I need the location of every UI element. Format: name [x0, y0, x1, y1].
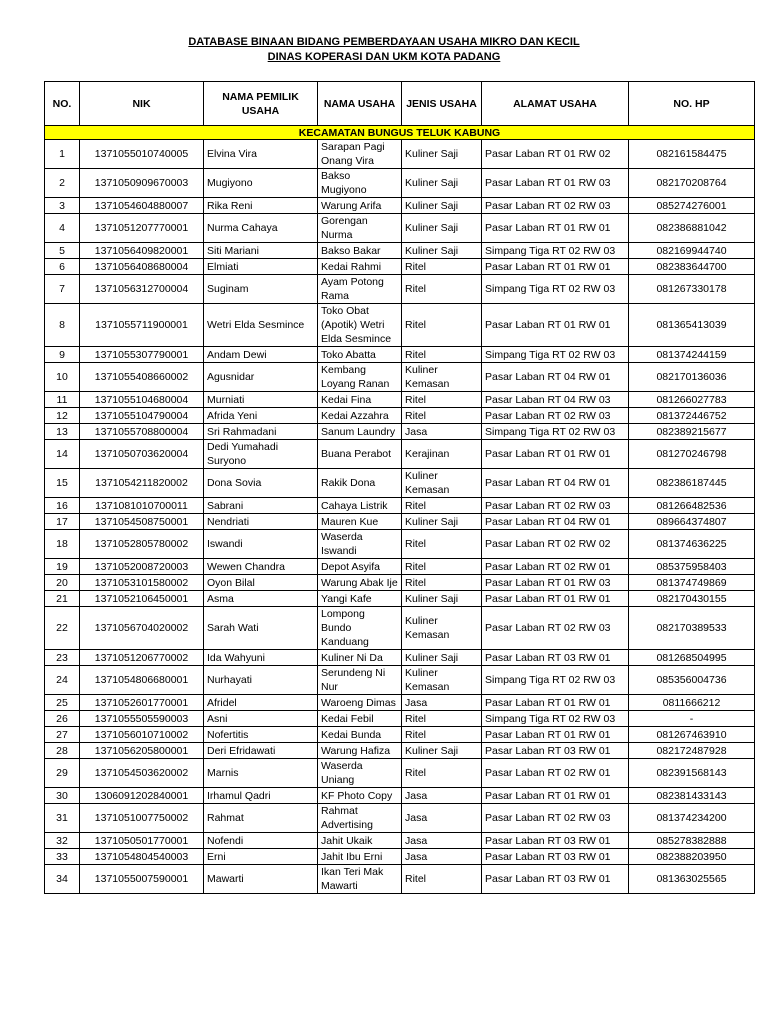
col-header-no: NO.	[45, 82, 80, 126]
cell-nik: 1371051206770002	[80, 650, 204, 666]
cell-business-name: Gorengan Nurma	[318, 214, 402, 243]
cell-business-type: Kuliner Kemasan	[402, 363, 482, 392]
cell-owner: Mugiyono	[204, 169, 318, 198]
table-row	[45, 424, 755, 440]
table-row	[45, 650, 755, 666]
cell-no: 27	[45, 727, 80, 743]
table-row	[45, 695, 755, 711]
cell-no: 34	[45, 865, 80, 894]
cell-no: 2	[45, 169, 80, 198]
cell-business-type: Ritel	[402, 727, 482, 743]
table-row	[45, 666, 755, 695]
cell-business-type: Kuliner Kemasan	[402, 666, 482, 695]
cell-business-name: Kedai Febil	[318, 711, 402, 727]
cell-address: Pasar Laban RT 03 RW 01	[482, 650, 629, 666]
cell-phone: 081374636225	[629, 530, 755, 559]
cell-owner: Murniati	[204, 392, 318, 408]
cell-phone: 082386881042	[629, 214, 755, 243]
cell-address: Pasar Laban RT 02 RW 02	[482, 530, 629, 559]
cell-address: Pasar Laban RT 04 RW 01	[482, 514, 629, 530]
cell-address: Pasar Laban RT 03 RW 01	[482, 849, 629, 865]
cell-owner: Wetri Elda Sesmince	[204, 304, 318, 347]
table-row	[45, 607, 755, 650]
cell-business-type: Jasa	[402, 788, 482, 804]
cell-nik: 1371055307790001	[80, 347, 204, 363]
cell-address: Pasar Laban RT 01 RW 01	[482, 304, 629, 347]
cell-nik: 1371054211820002	[80, 469, 204, 498]
cell-phone: 081374749869	[629, 575, 755, 591]
table-row	[45, 865, 755, 894]
cell-nik: 1371054806680001	[80, 666, 204, 695]
cell-phone: 082161584475	[629, 140, 755, 169]
cell-nik: 1371050909670003	[80, 169, 204, 198]
cell-nik: 1371056704020002	[80, 607, 204, 650]
cell-phone: 081365413039	[629, 304, 755, 347]
cell-business-name: Kedai Bunda	[318, 727, 402, 743]
cell-address: Pasar Laban RT 02 RW 03	[482, 607, 629, 650]
table-row	[45, 275, 755, 304]
cell-address: Pasar Laban RT 02 RW 01	[482, 759, 629, 788]
table-row	[45, 243, 755, 259]
table-row	[45, 363, 755, 392]
table-row	[45, 169, 755, 198]
header-row	[45, 82, 755, 126]
table-row	[45, 591, 755, 607]
cell-address: Pasar Laban RT 03 RW 01	[482, 743, 629, 759]
cell-nik: 1371055104790004	[80, 408, 204, 424]
cell-address: Pasar Laban RT 01 RW 01	[482, 727, 629, 743]
table-row	[45, 788, 755, 804]
table-row	[45, 198, 755, 214]
cell-nik: 1371052008720003	[80, 559, 204, 575]
cell-owner: Nurhayati	[204, 666, 318, 695]
cell-business-type: Kerajinan	[402, 440, 482, 469]
cell-business-name: Ikan Teri Mak Mawarti	[318, 865, 402, 894]
cell-business-name: Yangi Kafe	[318, 591, 402, 607]
cell-no: 15	[45, 469, 80, 498]
cell-phone: 082388203950	[629, 849, 755, 865]
cell-business-name: Kedai Rahmi	[318, 259, 402, 275]
table-row	[45, 140, 755, 169]
cell-business-type: Ritel	[402, 304, 482, 347]
table-row	[45, 727, 755, 743]
cell-business-name: Rahmat Advertising	[318, 804, 402, 833]
cell-phone: 081374234200	[629, 804, 755, 833]
table-row	[45, 514, 755, 530]
cell-business-type: Ritel	[402, 530, 482, 559]
cell-business-name: Buana Perabot	[318, 440, 402, 469]
cell-nik: 1371054804540003	[80, 849, 204, 865]
cell-address: Pasar Laban RT 01 RW 02	[482, 140, 629, 169]
table-row	[45, 392, 755, 408]
cell-business-name: Warung Abak Ije	[318, 575, 402, 591]
cell-owner: Wewen Chandra	[204, 559, 318, 575]
cell-no: 25	[45, 695, 80, 711]
cell-business-type: Kuliner Saji	[402, 591, 482, 607]
table-row	[45, 849, 755, 865]
table-row	[45, 575, 755, 591]
cell-business-name: Serundeng Ni Nur	[318, 666, 402, 695]
cell-phone: 085278382888	[629, 833, 755, 849]
document-subtitle: DINAS KOPERASI DAN UKM KOTA PADANG	[267, 51, 501, 63]
cell-owner: Afrida Yeni	[204, 408, 318, 424]
cell-phone: 081268504995	[629, 650, 755, 666]
cell-business-name: KF Photo Copy	[318, 788, 402, 804]
cell-owner: Siti Mariani	[204, 243, 318, 259]
col-header-business-type: JENIS USAHA	[402, 82, 482, 126]
cell-phone: 081270246798	[629, 440, 755, 469]
section-label: KECAMATAN BUNGUS TELUK KABUNG	[45, 126, 755, 140]
cell-no: 3	[45, 198, 80, 214]
umkm-table	[44, 81, 755, 894]
cell-nik: 1371054604880007	[80, 198, 204, 214]
cell-owner: Nofertitis	[204, 727, 318, 743]
cell-phone: 082170136036	[629, 363, 755, 392]
cell-owner: Deri Efridawati	[204, 743, 318, 759]
cell-phone: 089664374807	[629, 514, 755, 530]
cell-nik: 1371050703620004	[80, 440, 204, 469]
cell-business-type: Kuliner Saji	[402, 743, 482, 759]
col-header-owner: NAMA PEMILIK USAHA	[204, 82, 318, 126]
cell-owner: Rika Reni	[204, 198, 318, 214]
cell-owner: Iswandi	[204, 530, 318, 559]
cell-nik: 1371056408680004	[80, 259, 204, 275]
cell-business-type: Kuliner Saji	[402, 169, 482, 198]
cell-no: 1	[45, 140, 80, 169]
cell-address: Pasar Laban RT 02 RW 03	[482, 408, 629, 424]
cell-nik: 1371055708800004	[80, 424, 204, 440]
cell-owner: Elvina Vira	[204, 140, 318, 169]
cell-no: 20	[45, 575, 80, 591]
cell-no: 28	[45, 743, 80, 759]
cell-business-type: Kuliner Saji	[402, 514, 482, 530]
cell-nik: 1371055505590003	[80, 711, 204, 727]
cell-business-type: Ritel	[402, 865, 482, 894]
cell-owner: Dona Sovia	[204, 469, 318, 498]
cell-phone: 082170208764	[629, 169, 755, 198]
cell-no: 5	[45, 243, 80, 259]
cell-phone: 081266482536	[629, 498, 755, 514]
cell-business-type: Kuliner Saji	[402, 650, 482, 666]
table-row	[45, 743, 755, 759]
cell-address: Simpang Tiga RT 02 RW 03	[482, 275, 629, 304]
cell-phone: 081363025565	[629, 865, 755, 894]
cell-nik: 1371081010700011	[80, 498, 204, 514]
cell-no: 21	[45, 591, 80, 607]
cell-no: 26	[45, 711, 80, 727]
cell-business-name: Mauren Kue	[318, 514, 402, 530]
table-row	[45, 469, 755, 498]
cell-address: Pasar Laban RT 03 RW 01	[482, 865, 629, 894]
cell-business-name: Ayam Potong Rama	[318, 275, 402, 304]
cell-no: 32	[45, 833, 80, 849]
cell-business-name: Sanum Laundry	[318, 424, 402, 440]
table-row	[45, 440, 755, 469]
cell-no: 6	[45, 259, 80, 275]
cell-business-name: Lompong Bundo Kanduang	[318, 607, 402, 650]
cell-business-type: Ritel	[402, 711, 482, 727]
cell-owner: Marnis	[204, 759, 318, 788]
cell-business-type: Kuliner Kemasan	[402, 469, 482, 498]
cell-no: 31	[45, 804, 80, 833]
cell-owner: Sabrani	[204, 498, 318, 514]
cell-phone: 081267330178	[629, 275, 755, 304]
cell-business-type: Jasa	[402, 833, 482, 849]
cell-business-name: Cahaya Listrik	[318, 498, 402, 514]
cell-nik: 1371053101580002	[80, 575, 204, 591]
cell-business-type: Kuliner Saji	[402, 140, 482, 169]
cell-business-name: Jahit Ukaik	[318, 833, 402, 849]
cell-address: Simpang Tiga RT 02 RW 03	[482, 243, 629, 259]
cell-no: 8	[45, 304, 80, 347]
cell-address: Simpang Tiga RT 02 RW 03	[482, 424, 629, 440]
cell-business-type: Ritel	[402, 408, 482, 424]
cell-phone: 082383644700	[629, 259, 755, 275]
cell-owner: Mawarti	[204, 865, 318, 894]
cell-address: Pasar Laban RT 01 RW 01	[482, 214, 629, 243]
cell-business-name: Toko Obat (Apotik) Wetri Elda Sesmince	[318, 304, 402, 347]
cell-address: Pasar Laban RT 01 RW 03	[482, 169, 629, 198]
table-row	[45, 530, 755, 559]
cell-address: Pasar Laban RT 02 RW 03	[482, 804, 629, 833]
cell-nik: 1371055408660002	[80, 363, 204, 392]
cell-phone: 081374244159	[629, 347, 755, 363]
cell-owner: Nurma Cahaya	[204, 214, 318, 243]
cell-no: 9	[45, 347, 80, 363]
cell-no: 22	[45, 607, 80, 650]
cell-business-type: Ritel	[402, 575, 482, 591]
cell-no: 16	[45, 498, 80, 514]
cell-nik: 1371055104680004	[80, 392, 204, 408]
cell-business-name: Warung Arifa	[318, 198, 402, 214]
cell-owner: Irhamul Qadri	[204, 788, 318, 804]
table-row	[45, 804, 755, 833]
cell-phone: 081267463910	[629, 727, 755, 743]
cell-nik: 1371056010710002	[80, 727, 204, 743]
cell-nik: 1371055010740005	[80, 140, 204, 169]
cell-nik: 1371051207770001	[80, 214, 204, 243]
col-header-address: ALAMAT USAHA	[482, 82, 629, 126]
cell-business-name: Sarapan Pagi Onang Vira	[318, 140, 402, 169]
cell-address: Pasar Laban RT 01 RW 01	[482, 591, 629, 607]
cell-nik: 1371052601770001	[80, 695, 204, 711]
cell-nik: 1371055711900001	[80, 304, 204, 347]
cell-owner: Asma	[204, 591, 318, 607]
cell-owner: Rahmat	[204, 804, 318, 833]
cell-no: 24	[45, 666, 80, 695]
cell-address: Simpang Tiga RT 02 RW 03	[482, 666, 629, 695]
cell-business-type: Ritel	[402, 759, 482, 788]
cell-no: 18	[45, 530, 80, 559]
cell-nik: 1371050501770001	[80, 833, 204, 849]
document-title: DATABASE BINAAN BIDANG PEMBERDAYAAN USAHA MIKRO DAN KECIL	[188, 36, 580, 48]
col-header-phone: NO. HP	[629, 82, 755, 126]
cell-owner: Asni	[204, 711, 318, 727]
cell-business-name: Waserda Iswandi	[318, 530, 402, 559]
cell-nik: 1371056409820001	[80, 243, 204, 259]
cell-business-type: Ritel	[402, 392, 482, 408]
cell-address: Pasar Laban RT 02 RW 01	[482, 559, 629, 575]
cell-business-type: Kuliner Saji	[402, 243, 482, 259]
cell-address: Pasar Laban RT 01 RW 01	[482, 695, 629, 711]
cell-address: Pasar Laban RT 01 RW 03	[482, 575, 629, 591]
table-row	[45, 304, 755, 347]
cell-phone: 081372446752	[629, 408, 755, 424]
cell-business-type: Ritel	[402, 498, 482, 514]
cell-business-type: Ritel	[402, 275, 482, 304]
cell-business-name: Waroeng Dimas	[318, 695, 402, 711]
cell-phone: 081266027783	[629, 392, 755, 408]
cell-business-name: Kedai Fina	[318, 392, 402, 408]
cell-no: 30	[45, 788, 80, 804]
cell-nik: 1371054508750001	[80, 514, 204, 530]
cell-owner: Nofendi	[204, 833, 318, 849]
cell-no: 4	[45, 214, 80, 243]
cell-business-name: Bakso Bakar	[318, 243, 402, 259]
cell-phone: 085375958403	[629, 559, 755, 575]
cell-nik: 1306091202840001	[80, 788, 204, 804]
cell-owner: Sri Rahmadani	[204, 424, 318, 440]
table-row	[45, 408, 755, 424]
cell-business-name: Warung Hafiza	[318, 743, 402, 759]
cell-phone: 082389215677	[629, 424, 755, 440]
cell-nik: 1371051007750002	[80, 804, 204, 833]
cell-nik: 1371056312700004	[80, 275, 204, 304]
cell-address: Pasar Laban RT 01 RW 01	[482, 788, 629, 804]
cell-business-name: Toko Abatta	[318, 347, 402, 363]
cell-phone: 082386187445	[629, 469, 755, 498]
cell-business-type: Ritel	[402, 347, 482, 363]
cell-business-name: Bakso Mugiyono	[318, 169, 402, 198]
cell-business-name: Waserda Uniang	[318, 759, 402, 788]
cell-business-name: Rakik Dona	[318, 469, 402, 498]
cell-phone: 0811666212	[629, 695, 755, 711]
cell-business-type: Jasa	[402, 804, 482, 833]
cell-phone: 085356004736	[629, 666, 755, 695]
cell-no: 11	[45, 392, 80, 408]
cell-nik: 1371055007590001	[80, 865, 204, 894]
cell-address: Simpang Tiga RT 02 RW 03	[482, 711, 629, 727]
cell-business-type: Jasa	[402, 849, 482, 865]
cell-no: 23	[45, 650, 80, 666]
cell-address: Pasar Laban RT 04 RW 01	[482, 469, 629, 498]
cell-business-type: Jasa	[402, 424, 482, 440]
cell-phone: -	[629, 711, 755, 727]
cell-business-type: Kuliner Kemasan	[402, 607, 482, 650]
cell-no: 14	[45, 440, 80, 469]
cell-no: 19	[45, 559, 80, 575]
cell-owner: Sarah Wati	[204, 607, 318, 650]
cell-address: Pasar Laban RT 04 RW 03	[482, 392, 629, 408]
cell-owner: Ida Wahyuni	[204, 650, 318, 666]
cell-business-type: Kuliner Saji	[402, 214, 482, 243]
cell-business-name: Depot Asyifa	[318, 559, 402, 575]
cell-address: Pasar Laban RT 01 RW 01	[482, 440, 629, 469]
table-row	[45, 259, 755, 275]
cell-address: Pasar Laban RT 01 RW 01	[482, 259, 629, 275]
cell-phone: 082170389533	[629, 607, 755, 650]
cell-nik: 1371052805780002	[80, 530, 204, 559]
table-row	[45, 759, 755, 788]
cell-address: Pasar Laban RT 04 RW 01	[482, 363, 629, 392]
cell-no: 10	[45, 363, 80, 392]
col-header-nik: NIK	[80, 82, 204, 126]
col-header-business-name: NAMA USAHA	[318, 82, 402, 126]
table-row	[45, 711, 755, 727]
cell-phone: 082391568143	[629, 759, 755, 788]
cell-phone: 085274276001	[629, 198, 755, 214]
cell-nik: 1371052106450001	[80, 591, 204, 607]
cell-business-name: Kuliner Ni Da	[318, 650, 402, 666]
cell-business-name: Kedai Azzahra	[318, 408, 402, 424]
cell-address: Pasar Laban RT 02 RW 03	[482, 198, 629, 214]
cell-owner: Oyon Bilal	[204, 575, 318, 591]
table-row	[45, 833, 755, 849]
table-row	[45, 214, 755, 243]
cell-no: 12	[45, 408, 80, 424]
cell-phone: 082169944740	[629, 243, 755, 259]
cell-business-type: Ritel	[402, 559, 482, 575]
cell-nik: 1371054503620002	[80, 759, 204, 788]
cell-address: Pasar Laban RT 03 RW 01	[482, 833, 629, 849]
cell-owner: Suginam	[204, 275, 318, 304]
cell-business-name: Kembang Loyang Ranan	[318, 363, 402, 392]
cell-no: 29	[45, 759, 80, 788]
section-row	[45, 126, 755, 140]
cell-phone: 082170430155	[629, 591, 755, 607]
cell-owner: Nendriati	[204, 514, 318, 530]
cell-owner: Andam Dewi	[204, 347, 318, 363]
cell-owner: Agusnidar	[204, 363, 318, 392]
cell-phone: 082381433143	[629, 788, 755, 804]
cell-business-type: Ritel	[402, 259, 482, 275]
cell-business-type: Jasa	[402, 695, 482, 711]
cell-owner: Elmiati	[204, 259, 318, 275]
table-row	[45, 559, 755, 575]
cell-no: 33	[45, 849, 80, 865]
cell-address: Pasar Laban RT 02 RW 03	[482, 498, 629, 514]
cell-phone: 082172487928	[629, 743, 755, 759]
cell-business-type: Kuliner Saji	[402, 198, 482, 214]
cell-no: 13	[45, 424, 80, 440]
cell-address: Simpang Tiga RT 02 RW 03	[482, 347, 629, 363]
cell-nik: 1371056205800001	[80, 743, 204, 759]
cell-no: 7	[45, 275, 80, 304]
cell-owner: Afridel	[204, 695, 318, 711]
cell-owner: Erni	[204, 849, 318, 865]
cell-business-name: Jahit Ibu Erni	[318, 849, 402, 865]
cell-owner: Dedi Yumahadi Suryono	[204, 440, 318, 469]
table-row	[45, 498, 755, 514]
cell-no: 17	[45, 514, 80, 530]
table-row	[45, 347, 755, 363]
